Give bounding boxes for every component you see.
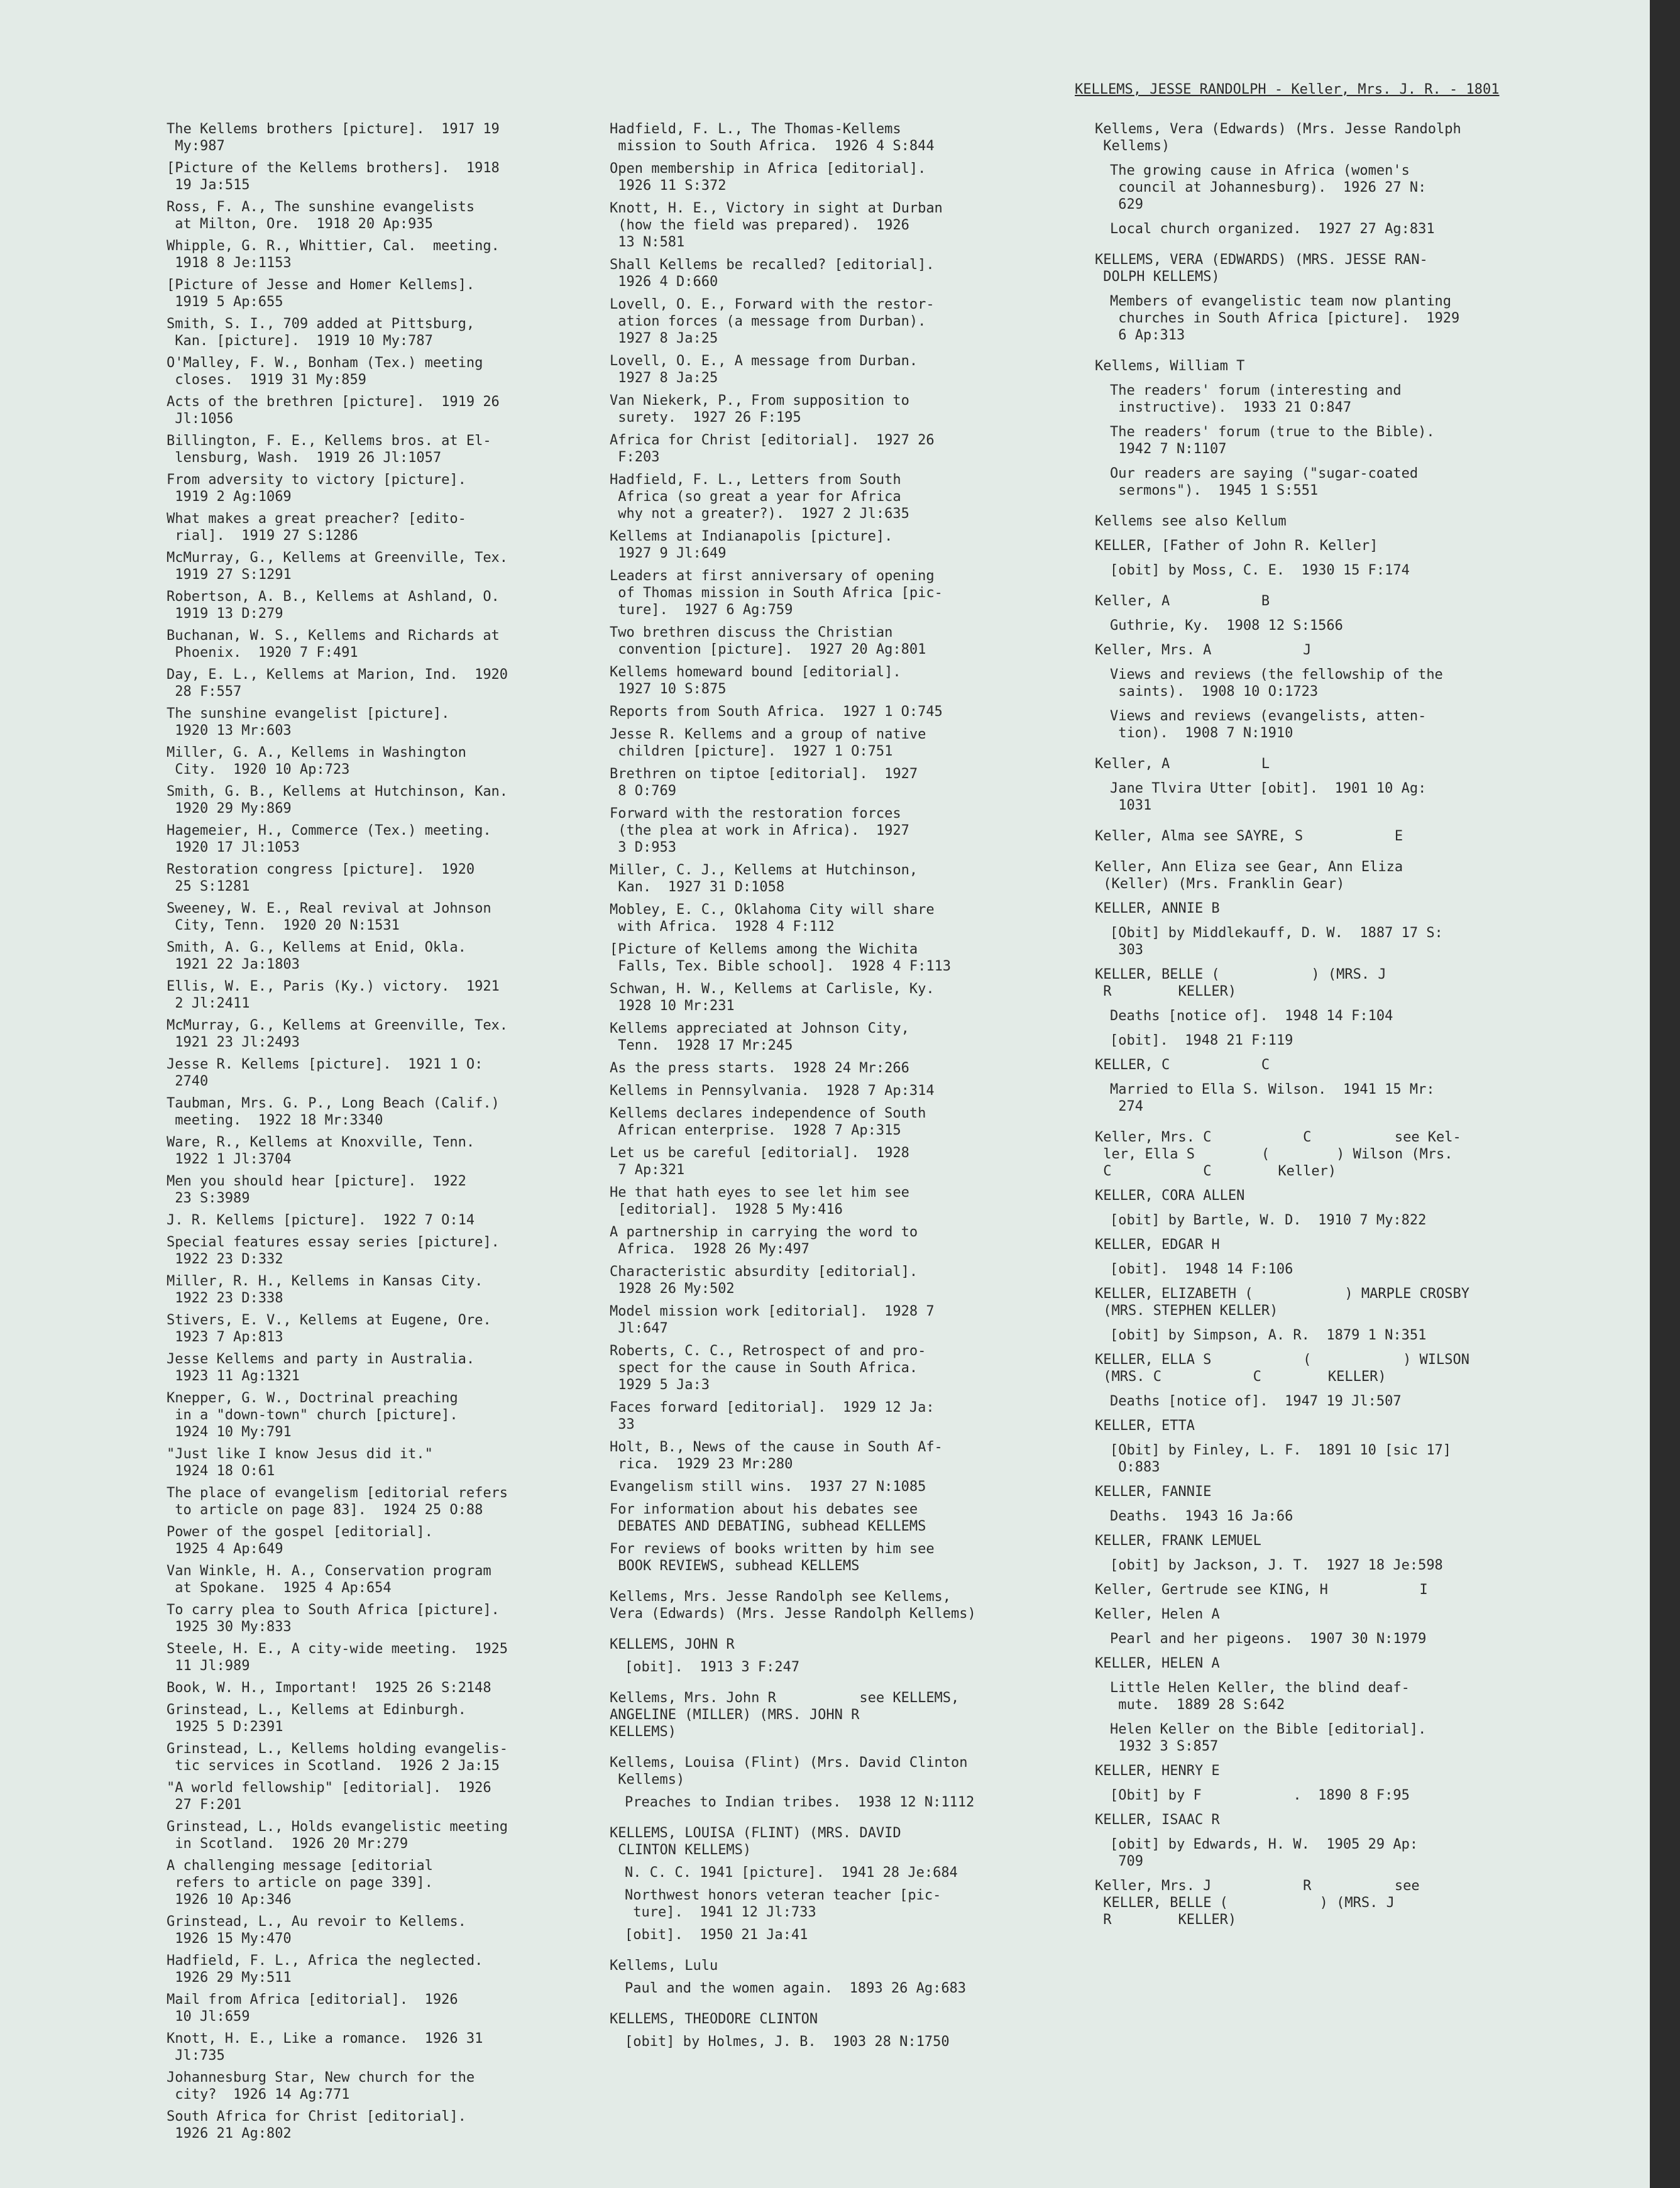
- index-entry: South Africa for Christ [editorial]. 1926 21 Ag:802: [167, 2109, 466, 2141]
- index-heading: KELLER, FANNIE: [1095, 1484, 1212, 1500]
- index-entry: Billington, F. E., Kellems bros. at El- lensburg, Wash. 1919 26 Jl:1057: [167, 433, 491, 466]
- index-heading: Kellems, Louisa (Flint) (Mrs. David Clinton Kellems): [610, 1755, 968, 1788]
- index-heading: KELLER, ANNIE B: [1095, 901, 1220, 916]
- index-heading: Kellems, Lulu: [610, 1958, 718, 1974]
- index-entry: Hagemeier, H., Commerce (Tex.) meeting. 1920 17 Jl:1053: [167, 823, 491, 855]
- index-entry: Schwan, H. W., Kellems at Carlisle, Ky. 1928 10 Mr:231: [610, 981, 935, 1014]
- index-entry: O'Malley, F. W., Bonham (Tex.) meeting closes. 1919 31 My:859: [167, 355, 483, 388]
- index-entry: J. R. Kellems [picture]. 1922 7 O:14: [167, 1212, 475, 1228]
- index-entry: Buchanan, W. S., Kellems and Richards at Phoenix. 1920 7 F:491: [167, 628, 500, 661]
- index-entry: Power of the gospel [editorial]. 1925 4 Ap:649: [167, 1524, 433, 1557]
- index-entry: Kellems declares independence of South African enterprise. 1928 7 Ap:315: [610, 1106, 926, 1138]
- index-entry: For reviews of books written by him see BOOK REVIEWS, subhead KELLEMS: [610, 1541, 935, 1574]
- index-entry: Men you should hear [picture]. 1922 23 S:3989: [167, 1174, 466, 1206]
- index-heading: KELLER, FRANK LEMUEL: [1095, 1533, 1261, 1549]
- index-entry: Preaches to Indian tribes. 1938 12 N:1112: [625, 1795, 975, 1810]
- index-heading: Kellems, Mrs. Jesse Randolph see Kellems, Vera (Edwards) (Mrs. Jesse Randolph Kellems): [610, 1589, 976, 1622]
- index-entry: [obit] by Holmes, J. B. 1903 28 N:1750: [625, 2034, 950, 2050]
- index-entry: The place of evangelism [editorial refers to article on page 83]. 1924 25 O:88: [167, 1485, 508, 1518]
- column-left: [167, 121, 569, 2147]
- index-entry: As the press starts. 1928 24 Mr:266: [610, 1060, 909, 1076]
- index-heading: KELLER, ISAAC R: [1095, 1812, 1220, 1828]
- index-entry: Knott, H. E., Like a romance. 1926 31 Jl:735: [167, 2031, 483, 2064]
- scan-edge: [1650, 0, 1680, 2188]
- index-heading: KELLER, EDGAR H: [1095, 1237, 1220, 1253]
- index-entry: Local church organized. 1927 27 Ag:831: [1110, 221, 1435, 237]
- index-entry: From adversity to victory [picture]. 1919 2 Ag:1069: [167, 472, 466, 505]
- index-heading: Keller, Mrs. J R see KELLER, BELLE ( ) (MRS. J R KELLER): [1095, 1878, 1420, 1928]
- index-heading: KELLER, C C: [1095, 1057, 1270, 1073]
- index-entry: Book, W. H., Important! 1925 26 S:2148: [167, 1680, 491, 1696]
- index-entry: [obit] by Edwards, H. W. 1905 29 Ap: 709: [1110, 1837, 1419, 1869]
- index-entry: Married to Ella S. Wilson. 1941 15 Mr: 274: [1110, 1082, 1435, 1114]
- index-entry: The sunshine evangelist [picture]. 1920 13 Mr:603: [167, 706, 450, 739]
- index-entry: Hadfield, F. L., Letters from South Africa (so great a year for Africa why not a greater?). 1927 2 Jl:635: [610, 472, 909, 522]
- index-heading: Kellems, William T: [1095, 358, 1245, 374]
- index-entry: Sweeney, W. E., Real revival at Johnson City, Tenn. 1920 20 N:1531: [167, 901, 491, 933]
- index-entry: Kellems in Pennsylvania. 1928 7 Ap:314: [610, 1083, 935, 1099]
- index-entry: What makes a great preacher? [edito- rial]. 1919 27 S:1286: [167, 511, 466, 544]
- index-entry: Ellis, W. E., Paris (Ky.) victory. 1921 2 Jl:2411: [167, 979, 500, 1011]
- index-entry: Steele, H. E., A city-wide meeting. 1925 11 Jl:989: [167, 1641, 508, 1674]
- index-entry: Northwest honors veteran teacher [pic- ture]. 1941 12 Jl:733: [625, 1888, 942, 1920]
- column-middle: [610, 121, 1043, 2056]
- index-heading: KELLER, ELLA S ( ) WILSON (MRS. C C KELLER): [1095, 1352, 1470, 1385]
- index-heading: KELLER, HENRY E: [1095, 1763, 1220, 1779]
- index-entry: Day, E. L., Kellems at Marion, Ind. 1920 28 F:557: [167, 667, 508, 700]
- index-entry: Shall Kellems be recalled? [editorial]. 1926 4 D:660: [610, 257, 935, 290]
- index-entry: [obit]. 1913 3 F:247: [625, 1659, 800, 1675]
- index-entry: N. C. C. 1941 [picture]. 1941 28 Je:684: [625, 1865, 958, 1881]
- index-entry: Van Winkle, H. A., Conservation program at Spokane. 1925 4 Ap:654: [167, 1563, 491, 1596]
- index-heading: KELLEMS, VERA (EDWARDS) (MRS. JESSE RAN- DOLPH KELLEMS): [1095, 252, 1428, 285]
- index-entry: Characteristic absurdity [editorial]. 1928 26 My:502: [610, 1264, 918, 1297]
- index-entry: Brethren on tiptoe [editorial]. 1927 8 O:769: [610, 766, 918, 799]
- index-entry: For information about his debates see DEBATES AND DEBATING, subhead KELLEMS: [610, 1502, 926, 1534]
- index-entry: [obit] by Bartle, W. D. 1910 7 My:822: [1110, 1212, 1427, 1228]
- index-heading: Keller, Gertrude see KING, H I: [1095, 1582, 1428, 1598]
- index-entry: Model mission work [editorial]. 1928 7 Jl:647: [610, 1304, 935, 1336]
- index-entry: Stivers, E. V., Kellems at Eugene, Ore. 1923 7 Ap:813: [167, 1312, 491, 1345]
- index-entry: Let us be careful [editorial]. 1928 7 Ap:321: [610, 1145, 909, 1178]
- index-entry: Miller, G. A., Kellems in Washington City. 1920 10 Ap:723: [167, 745, 466, 778]
- index-entry: Taubman, Mrs. G. P., Long Beach (Calif.) meeting. 1922 18 Mr:3340: [167, 1096, 500, 1128]
- index-entry: Little Helen Keller, the blind deaf- mute. 1889 28 S:642: [1110, 1680, 1410, 1713]
- index-heading: Keller, Helen A: [1095, 1607, 1220, 1622]
- index-heading: KELLER, CORA ALLEN: [1095, 1188, 1245, 1204]
- index-entry: Smith, G. B., Kellems at Hutchinson, Kan. 1920 29 My:869: [167, 784, 508, 816]
- index-entry: Forward with the restoration forces (the plea at work in Africa). 1927 3 D:953: [610, 806, 909, 855]
- index-entry: Two brethren discuss the Christian convention [picture]. 1927 20 Ag:801: [610, 625, 926, 657]
- index-entry: "Just like I know Jesus did it." 1924 18 O:61: [167, 1446, 433, 1479]
- index-entry: Jesse R. Kellems [picture]. 1921 1 O: 2740: [167, 1057, 483, 1089]
- index-entry: Members of evangelistic team now planting churches in South Africa [picture]. 1929 6 Ap:313: [1110, 294, 1460, 343]
- index-entry: Grinstead, L., Kellems at Edinburgh. 1925 5 D:2391: [167, 1702, 466, 1735]
- index-entry: Views and reviews (evangelists, atten- tion). 1908 7 N:1910: [1110, 708, 1427, 741]
- index-entry: Guthrie, Ky. 1908 12 S:1566: [1110, 618, 1343, 634]
- index-entry: Smith, S. I., 709 added at Pittsburg, Kan. [picture]. 1919 10 My:787: [167, 316, 475, 349]
- index-entry: Pearl and her pigeons. 1907 30 N:1979: [1110, 1631, 1427, 1647]
- index-entry: Smith, A. G., Kellems at Enid, Okla. 1921 22 Ja:1803: [167, 940, 466, 972]
- index-entry: Faces forward [editorial]. 1929 12 Ja: 33: [610, 1400, 935, 1432]
- index-entry: Mail from Africa [editorial]. 1926 10 Jl:659: [167, 1992, 458, 2025]
- index-entry: Roberts, C. C., Retrospect of and pro- spect for the cause in South Africa. 1929 5 Ja:3: [610, 1343, 926, 1393]
- index-entry: "A world fellowship" [editorial]. 1926 27 F:201: [167, 1780, 491, 1813]
- index-entry: Mobley, E. C., Oklahoma City will share with Africa. 1928 4 F:112: [610, 902, 935, 935]
- index-entry: [obit]. 1948 14 F:106: [1110, 1262, 1293, 1277]
- index-entry: Views and reviews (the fellowship of the saints). 1908 10 O:1723: [1110, 667, 1443, 700]
- index-entry: Deaths. 1943 16 Ja:66: [1110, 1509, 1293, 1524]
- index-entry: Lovell, O. E., Forward with the restor- ation forces (a message from Durban). 1927 8 Ja:25: [610, 297, 935, 346]
- running-header: KELLEMS, JESSE RANDOLPH - Keller, Mrs. J. R. - 1801: [1075, 82, 1500, 97]
- index-heading: Keller, Ann Eliza see Gear, Ann Eliza (Keller) (Mrs. Franklin Gear): [1095, 859, 1403, 892]
- index-entry: Grinstead, L., Au revoir to Kellems. 1926 15 My:470: [167, 1914, 466, 1947]
- index-entry: [Picture of Jesse and Homer Kellems]. 1919 5 Ap:655: [167, 277, 475, 310]
- index-entry: A challenging message [editorial refers to article on page 339]. 1926 10 Ap:346: [167, 1858, 433, 1908]
- index-entry: Grinstead, L., Holds evangelistic meeting in Scotland. 1926 20 Mr:279: [167, 1819, 508, 1852]
- index-entry: Whipple, G. R., Whittier, Cal. meeting. 1918 8 Je:1153: [167, 238, 500, 271]
- index-entry: [Obit] by F . 1890 8 F:95: [1110, 1788, 1410, 1803]
- index-heading: Keller, A L: [1095, 756, 1270, 772]
- index-heading: Keller, Mrs. C C see Kel- ler, Ella S ( ) Wilson (Mrs. C C Keller): [1095, 1130, 1461, 1179]
- index-heading: Keller, Alma see SAYRE, S E: [1095, 828, 1403, 844]
- index-entry: Leaders at first anniversary of opening of Thomas mission in South Africa [pic- ture]. 1927 6 Ag:759: [610, 568, 943, 618]
- index-entry: Evangelism still wins. 1937 27 N:1085: [610, 1479, 926, 1495]
- index-entry: Jesse R. Kellems and a group of native children [picture]. 1927 1 O:751: [610, 727, 926, 759]
- index-entry: Kellems at Indianapolis [picture]. 1927 9 Jl:649: [610, 529, 893, 561]
- index-entry: Our readers are saying ("sugar-coated sermons"). 1945 1 S:551: [1110, 466, 1419, 498]
- index-entry: Knepper, G. W., Doctrinal preaching in a "down-town" church [picture]. 1924 10 My:791: [167, 1390, 458, 1440]
- index-entry: McMurray, G., Kellems at Greenville, Tex. 1921 23 Jl:2493: [167, 1018, 508, 1050]
- index-heading: KELLER, [Father of John R. Keller]: [1095, 538, 1378, 554]
- index-entry: [obit]. 1948 21 F:119: [1110, 1033, 1293, 1048]
- index-entry: Open membership in Africa [editorial]. 1926 11 S:372: [610, 161, 926, 194]
- index-entry: Deaths [notice of]. 1948 14 F:104: [1110, 1008, 1393, 1024]
- index-entry: Lovell, O. E., A message from Durban. 1927 8 Ja:25: [610, 353, 918, 386]
- index-heading: Keller, A B: [1095, 593, 1270, 609]
- index-entry: Acts of the brethren [picture]. 1919 26 Jl:1056: [167, 394, 500, 427]
- column-right: [1095, 121, 1554, 1936]
- index-entry: Reports from South Africa. 1927 1 O:745: [610, 704, 943, 720]
- index-entry: Deaths [notice of]. 1947 19 Jl:507: [1110, 1394, 1402, 1409]
- index-heading: Keller, Mrs. A J: [1095, 642, 1312, 658]
- index-entry: [Obit] by Finley, L. F. 1891 10 [sic 17] O:883: [1110, 1443, 1452, 1475]
- index-entry: The readers' forum (interesting and instructive). 1933 21 O:847: [1110, 383, 1402, 415]
- index-heading: KELLER, ETTA: [1095, 1418, 1195, 1434]
- index-entry: Grinstead, L., Kellems holding evangelis- tic services in Scotland. 1926 2 Ja:15: [167, 1741, 508, 1774]
- index-entry: To carry plea to South Africa [picture]. 1925 30 My:833: [167, 1602, 500, 1635]
- index-heading: Kellems see also Kellum: [1095, 514, 1287, 529]
- index-entry: Kellems homeward bound [editorial]. 1927 10 S:875: [610, 664, 901, 697]
- index-heading: Kellems, Vera (Edwards) (Mrs. Jesse Randolph Kellems): [1095, 121, 1461, 154]
- index-entry: Johannesburg Star, New church for the city? 1926 14 Ag:771: [167, 2070, 475, 2103]
- index-entry: [obit]. 1950 21 Ja:41: [625, 1927, 808, 1943]
- index-entry: Jesse Kellems and party in Australia. 1923 11 Ag:1321: [167, 1351, 475, 1384]
- index-entry: Miller, R. H., Kellems in Kansas City. 1922 23 D:338: [167, 1273, 483, 1306]
- index-entry: Paul and the women again. 1893 26 Ag:683: [625, 1981, 967, 1996]
- index-entry: Jane Tlvira Utter [obit]. 1901 10 Ag: 1031: [1110, 781, 1427, 813]
- index-entry: [obit] by Moss, C. E. 1930 15 F:174: [1110, 563, 1410, 578]
- index-entry: The Kellems brothers [picture]. 1917 19 My:987: [167, 121, 500, 154]
- index-entry: Hadfield, F. L., Africa the neglected. 1926 29 My:511: [167, 1953, 483, 1986]
- index-entry: [obit] by Jackson, J. T. 1927 18 Je:598: [1110, 1558, 1443, 1573]
- index-entry: Robertson, A. B., Kellems at Ashland, O. 1919 13 D:279: [167, 589, 500, 622]
- index-entry: Kellems appreciated at Johnson City, Tenn. 1928 17 Mr:245: [610, 1021, 909, 1053]
- index-entry: Restoration congress [picture]. 1920 25 S:1281: [167, 862, 475, 894]
- index-entry: Holt, B., News of the cause in South Af- rica. 1929 23 Mr:280: [610, 1439, 943, 1472]
- index-entry: The readers' forum (true to the Bible). 1942 7 N:1107: [1110, 424, 1435, 457]
- index-heading: KELLEMS, THEODORE CLINTON: [610, 2011, 818, 2027]
- index-entry: Ware, R., Kellems at Knoxville, Tenn. 1922 1 Jl:3704: [167, 1135, 475, 1167]
- index-heading: KELLER, BELLE ( ) (MRS. J R KELLER): [1095, 967, 1386, 999]
- index-entry: McMurray, G., Kellems at Greenville, Tex. 1919 27 S:1291: [167, 550, 508, 583]
- index-heading: KELLER, ELIZABETH ( ) MARPLE CROSBY (MRS. STEPHEN KELLER): [1095, 1286, 1470, 1319]
- index-entry: The growing cause in Africa (women's council at Johannesburg). 1926 27 N: 629: [1110, 163, 1427, 212]
- index-entry: Special features essay series [picture]. 1922 23 D:332: [167, 1234, 500, 1267]
- index-entry: [Picture of Kellems among the Wichita Falls, Tex. Bible school]. 1928 4 F:113: [610, 942, 952, 974]
- index-heading: Kellems, Mrs. John R see KELLEMS, ANGELINE (MILLER) (MRS. JOHN R KELLEMS): [610, 1690, 960, 1740]
- index-entry: Africa for Christ [editorial]. 1927 26 F:203: [610, 432, 935, 465]
- index-entry: Ross, F. A., The sunshine evangelists at Milton, Ore. 1918 20 Ap:935: [167, 199, 475, 232]
- index-entry: Miller, C. J., Kellems at Hutchinson, Kan. 1927 31 D:1058: [610, 862, 918, 895]
- index-entry: [Picture of the Kellems brothers]. 1918 19 Ja:515: [167, 160, 500, 193]
- index-entry: Hadfield, F. L., The Thomas-Kellems mission to South Africa. 1926 4 S:844: [610, 121, 935, 154]
- index-entry: Van Niekerk, P., From supposition to surety. 1927 26 F:195: [610, 393, 909, 426]
- index-entry: A partnership in carrying the word to Africa. 1928 26 My:497: [610, 1224, 918, 1257]
- index-entry: He that hath eyes to see let him see [editorial]. 1928 5 My:416: [610, 1185, 909, 1218]
- index-heading: KELLER, HELEN A: [1095, 1656, 1220, 1671]
- index-heading: KELLEMS, LOUISA (FLINT) (MRS. DAVID CLINTON KELLEMS): [610, 1825, 901, 1858]
- index-heading: KELLEMS, JOHN R: [610, 1637, 735, 1652]
- index-entry: [obit] by Simpson, A. R. 1879 1 N:351: [1110, 1328, 1427, 1343]
- index-entry: Knott, H. E., Victory in sight at Durban (how the field was prepared). 1926 13 N:581: [610, 201, 943, 250]
- index-entry: [Obit] by Middlekauff, D. W. 1887 17 S: 303: [1110, 925, 1443, 958]
- index-entry: Helen Keller on the Bible [editorial]. 1932 3 S:857: [1110, 1722, 1427, 1754]
